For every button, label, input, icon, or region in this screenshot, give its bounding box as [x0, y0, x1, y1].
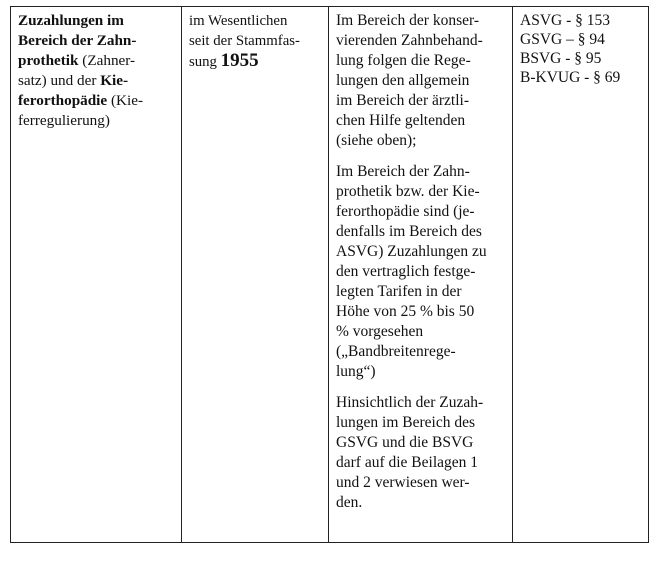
since-prefix: sung: [189, 54, 221, 70]
cell-references: [513, 7, 648, 542]
subject-bold-text: prothetik: [18, 52, 79, 69]
description-paragraph: [336, 393, 506, 513]
description-line: legten Tarifen in der: [336, 283, 462, 300]
description-text: [336, 11, 506, 524]
subject-bold-text: Kie-: [100, 72, 129, 89]
subject-line: [18, 111, 175, 131]
subject-line: [18, 31, 175, 51]
description-line: lung folgen die Rege-: [336, 52, 471, 69]
description-line: („Bandbreitenrege-: [336, 343, 456, 360]
description-line: lungen den allgemein: [336, 72, 470, 89]
description-line: chen Hilfe geltenden: [336, 112, 466, 129]
reference-line: ASVG - § 153: [520, 12, 610, 29]
since-line-1: im Wesentlichen: [189, 13, 288, 29]
description-line: Im Bereich der Zahn-: [336, 163, 470, 180]
subject-line: [18, 91, 175, 111]
description-line: lungen im Bereich des: [336, 414, 476, 431]
description-line: % vorgesehen: [336, 323, 424, 340]
description-line: prothetik bzw. der Kie-: [336, 183, 480, 200]
description-line: GSVG und die BSVG: [336, 434, 474, 451]
since-line-3: [189, 51, 322, 72]
subject-bold-text: Zuzahlungen im: [18, 12, 124, 29]
subject-line: [18, 51, 175, 71]
description-paragraph: [336, 11, 506, 151]
description-line: und 2 verwiesen wer-: [336, 474, 470, 491]
description-line: vierenden Zahnbehand-: [336, 32, 483, 49]
subject-plain-text: (Zahner-: [78, 52, 136, 69]
description-line: (siehe oben);: [336, 132, 417, 149]
subject-line: [18, 11, 175, 31]
reference-line: BSVG - § 95: [520, 50, 602, 67]
subject-line: [18, 71, 175, 91]
description-line: denfalls im Bereich des: [336, 223, 482, 240]
cell-description: [329, 7, 513, 542]
subject-text: [18, 11, 175, 131]
subject-bold-text: ferorthopädie: [18, 92, 108, 109]
subject-plain-text: ferregulierung): [18, 112, 110, 129]
references-text: [520, 11, 642, 87]
description-line: im Bereich der ärztli-: [336, 92, 469, 109]
description-line: darf auf die Beilagen 1: [336, 454, 479, 471]
cell-since: [182, 7, 329, 542]
reference-line: B-KVUG - § 69: [520, 69, 621, 86]
description-line: den vertraglich festge-: [336, 263, 476, 280]
description-line: lung“): [336, 363, 376, 380]
subject-plain-text: (Kie-: [107, 92, 143, 109]
description-line: Höhe von 25 % bis 50: [336, 303, 475, 320]
subject-plain-text: satz) und der: [18, 72, 101, 89]
since-text: [189, 11, 322, 72]
description-line: ASVG) Zuzahlungen zu: [336, 243, 487, 260]
since-line-2: seit der Stammfas-: [189, 33, 300, 49]
law-table: [10, 6, 649, 543]
subject-bold-text: Bereich der Zahn-: [18, 32, 137, 49]
since-year: 1955: [220, 50, 259, 71]
description-line: Hinsichtlich der Zuzah-: [336, 394, 484, 411]
description-line: ferorthopädie sind (je-: [336, 203, 475, 220]
description-line: Im Bereich der konser-: [336, 12, 480, 29]
cell-subject: [11, 7, 182, 542]
description-paragraph: [336, 162, 506, 382]
reference-line: GSVG – § 94: [520, 31, 605, 48]
description-line: den.: [336, 494, 363, 511]
